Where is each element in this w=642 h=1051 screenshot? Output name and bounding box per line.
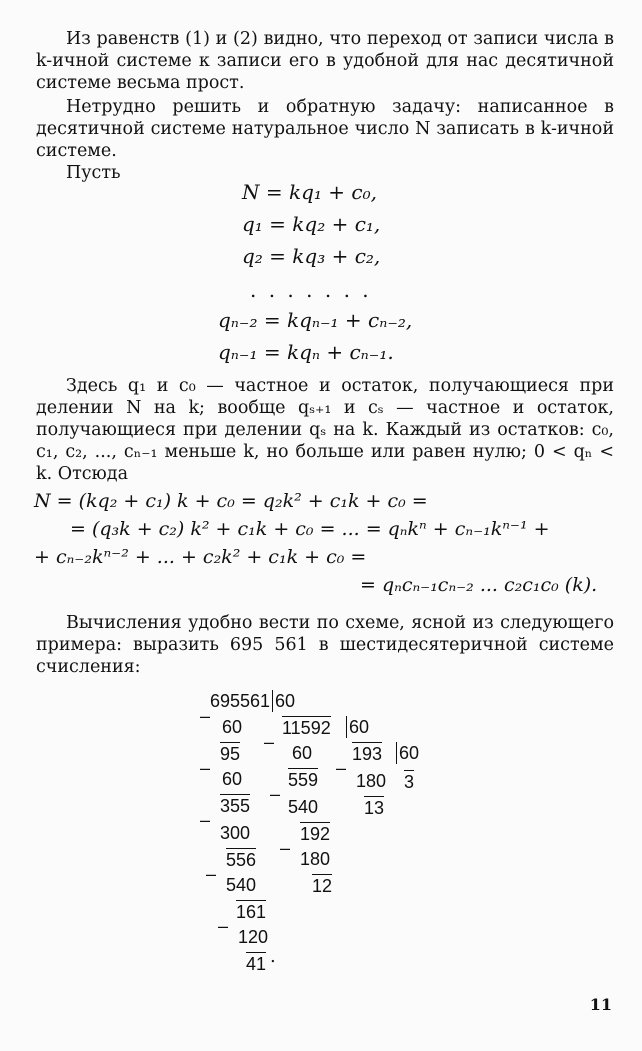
divisor-3: 60	[396, 742, 419, 764]
minus-sign: –	[200, 758, 211, 778]
minus-sign: –	[200, 810, 211, 830]
paragraph-example: Вычисления удобно вести по схеме, ясной из следующего примера: выразить 695 561 в шестидесятеричной системе счисления:	[36, 613, 614, 677]
equation-n-1: qₙ₋₁ = kqₙ + cₙ₋₁.	[218, 340, 394, 364]
divisor-1: 60	[272, 690, 295, 712]
minus-sign: –	[270, 784, 281, 804]
long-equation-line-2: = (q₃k + c₂) k² + c₁k + c₀ = ... = qₙkⁿ + cₙ₋₁kⁿ⁻¹ +	[70, 518, 550, 540]
paragraph-explanation: Здесь q₁ и c₀ — частное и остаток, получающиеся при делении N на k; вообще qₛ₊₁ и cₛ — частное и остаток, получающиеся при делении qₛ на k. Каждый из остатков: c₀, c₁, c₂, ..., cₙ₋₁ меньше k, но больше или равен нулю; 0 < qₙ < k. Отсюда	[36, 376, 614, 484]
minus-sign: –	[280, 838, 291, 858]
col1-row: 300	[220, 823, 251, 843]
col2-row: 540	[288, 797, 319, 817]
col1-row: 120	[238, 927, 269, 947]
equation-ellipsis: . . . . . . .	[250, 278, 372, 302]
divisor-2: 60	[346, 716, 369, 738]
col1-row: 60	[222, 717, 243, 737]
quotient-2: 193	[352, 744, 383, 764]
col1-row: 41	[246, 954, 267, 974]
quotient-3: 3	[404, 772, 415, 792]
col2-row: 60	[292, 743, 313, 763]
col1-row: 60	[222, 769, 243, 789]
minus-sign: –	[336, 758, 347, 778]
equation-1: N = kq₁ + c₀,	[242, 180, 377, 204]
equation-n-2: qₙ₋₂ = kqₙ₋₁ + cₙ₋₂,	[218, 308, 413, 332]
minus-sign: –	[264, 732, 275, 752]
col2-row: 192	[300, 824, 331, 844]
equation-2: q₁ = kq₂ + c₁,	[242, 212, 381, 236]
long-equation-line-4: = qₙcₙ₋₁cₙ₋₂ ... c₂c₁c₀ (k).	[360, 574, 598, 596]
period: .	[270, 946, 276, 967]
long-equation-line-1: N = (kq₂ + c₁) k + c₀ = q₂k² + c₁k + c₀ =	[34, 490, 428, 512]
col3-row: 13	[364, 798, 385, 818]
col1-row: 95	[220, 744, 241, 764]
long-equation-line-3: + cₙ₋₂kⁿ⁻² + ... + c₂k² + c₁k + c₀ =	[34, 546, 367, 568]
col2-row: 180	[300, 849, 331, 869]
word-pust: Пусть	[66, 163, 121, 183]
page-number: 11	[589, 995, 612, 1014]
col3-row: 180	[356, 771, 387, 791]
col1-row: 556	[226, 850, 257, 870]
col2-row: 12	[312, 876, 333, 896]
minus-sign: –	[218, 916, 229, 936]
paragraph-intro: Из равенств (1) и (2) видно, что переход от записи числа в k-ичной системе к записи его в удобной для нас десятичной системе весьма прост.	[36, 29, 614, 93]
col2-row: 559	[288, 770, 319, 790]
minus-sign: –	[206, 864, 217, 884]
col1-row: 355	[220, 796, 251, 816]
quotient-1: 11592	[282, 718, 331, 738]
col1-row: 540	[226, 875, 257, 895]
col1-row: 161	[236, 902, 267, 922]
dividend: 695561	[210, 691, 271, 711]
paragraph-inverse-problem: Нетрудно решить и обратную задачу: написанное в десятичной системе натуральное число N записать в k-ичной системе.	[36, 97, 614, 161]
minus-sign: –	[200, 706, 211, 726]
equation-3: q₂ = kq₃ + c₂,	[242, 244, 381, 268]
